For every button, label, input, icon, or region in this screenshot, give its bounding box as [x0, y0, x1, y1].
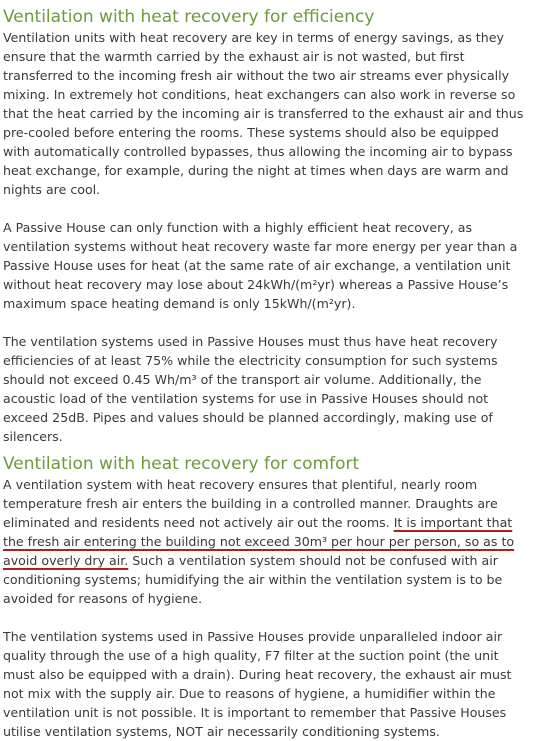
highlighted-sentence: It is important that the fresh air entering the building not exceed 30m³ per hour per person, so as to avoid overly dry air.	[3, 515, 515, 568]
paragraph-comfort-2: The ventilation systems used in Passive Houses provide unparalleled indoor air quality through the use of a high quality, F7 filter at the suction point (the unit must also be equipped with a drain). During heat recovery, the exhaust air must not mix with the supply air. Due to reasons of hygiene, a humidifier within the ventilation unit is not possible. It is important to remember that Passive Houses utilise ventilation systems, NOT air necessarily conditioning systems.	[3, 629, 512, 739]
paragraph-comfort-1-end: Such a ventilation system should not be confused with air conditioning systems; humidifying the air within the ventilation system is to be avoided for reasons of hygiene.	[3, 553, 503, 606]
spacer	[3, 199, 529, 218]
paragraph-efficiency-1: Ventilation units with heat recovery are key in terms of energy savings, as they ensure that the warmth carried by the exhaust air is not wasted, but first transferred to the incoming fresh air without the two air streams ever physically mixing. In extremely hot conditions, heat exchangers can also work in reverse so that the heat carried by the incoming air is transferred to the exhaust air and thus pre-cooled before entering the rooms. These systems should also be equipped with automatically controlled bypasses, thus allowing the incoming air to bypass heat exchange, for example, during the night at times when days are warm and nights are cool.	[3, 30, 524, 197]
paragraph-comfort-1-start: A ventilation system with heat recovery ensures that plentiful, nearly room temperature fresh air enters the building in a controlled manner. Draughts are eliminated and residents need not actively air out the rooms.	[3, 477, 498, 530]
spacer	[3, 446, 529, 453]
section-heading-efficiency: Ventilation with heat recovery for efficiency	[3, 7, 375, 27]
article	[3, 6, 529, 741]
section-heading-comfort: Ventilation with heat recovery for comfort	[3, 454, 360, 474]
paragraph-efficiency-3: The ventilation systems used in Passive Houses must thus have heat recovery efficiencies of at least 75% while the electricity consumption for such systems should not exceed 0.45 Wh/m³ of the transport air volume. Additionally, the acoustic load of the ventilation systems for use in Passive Houses should not exceed 25dB. Pipes and values should be planned accordingly, making use of silencers.	[3, 334, 498, 444]
spacer	[3, 608, 529, 627]
spacer	[3, 313, 529, 332]
paragraph-comfort-1	[3, 475, 529, 608]
paragraph-efficiency-2: A Passive House can only function with a highly efficient heat recovery, as ventilation systems without heat recovery waste far more energy per year than a Passive House uses for heat (at the same rate of air exchange, a ventilation unit without heat recovery may lose about 24kWh/(m²yr) whereas a Passive House’s maximum space heating demand is only 15kWh/(m²yr).	[3, 220, 518, 311]
